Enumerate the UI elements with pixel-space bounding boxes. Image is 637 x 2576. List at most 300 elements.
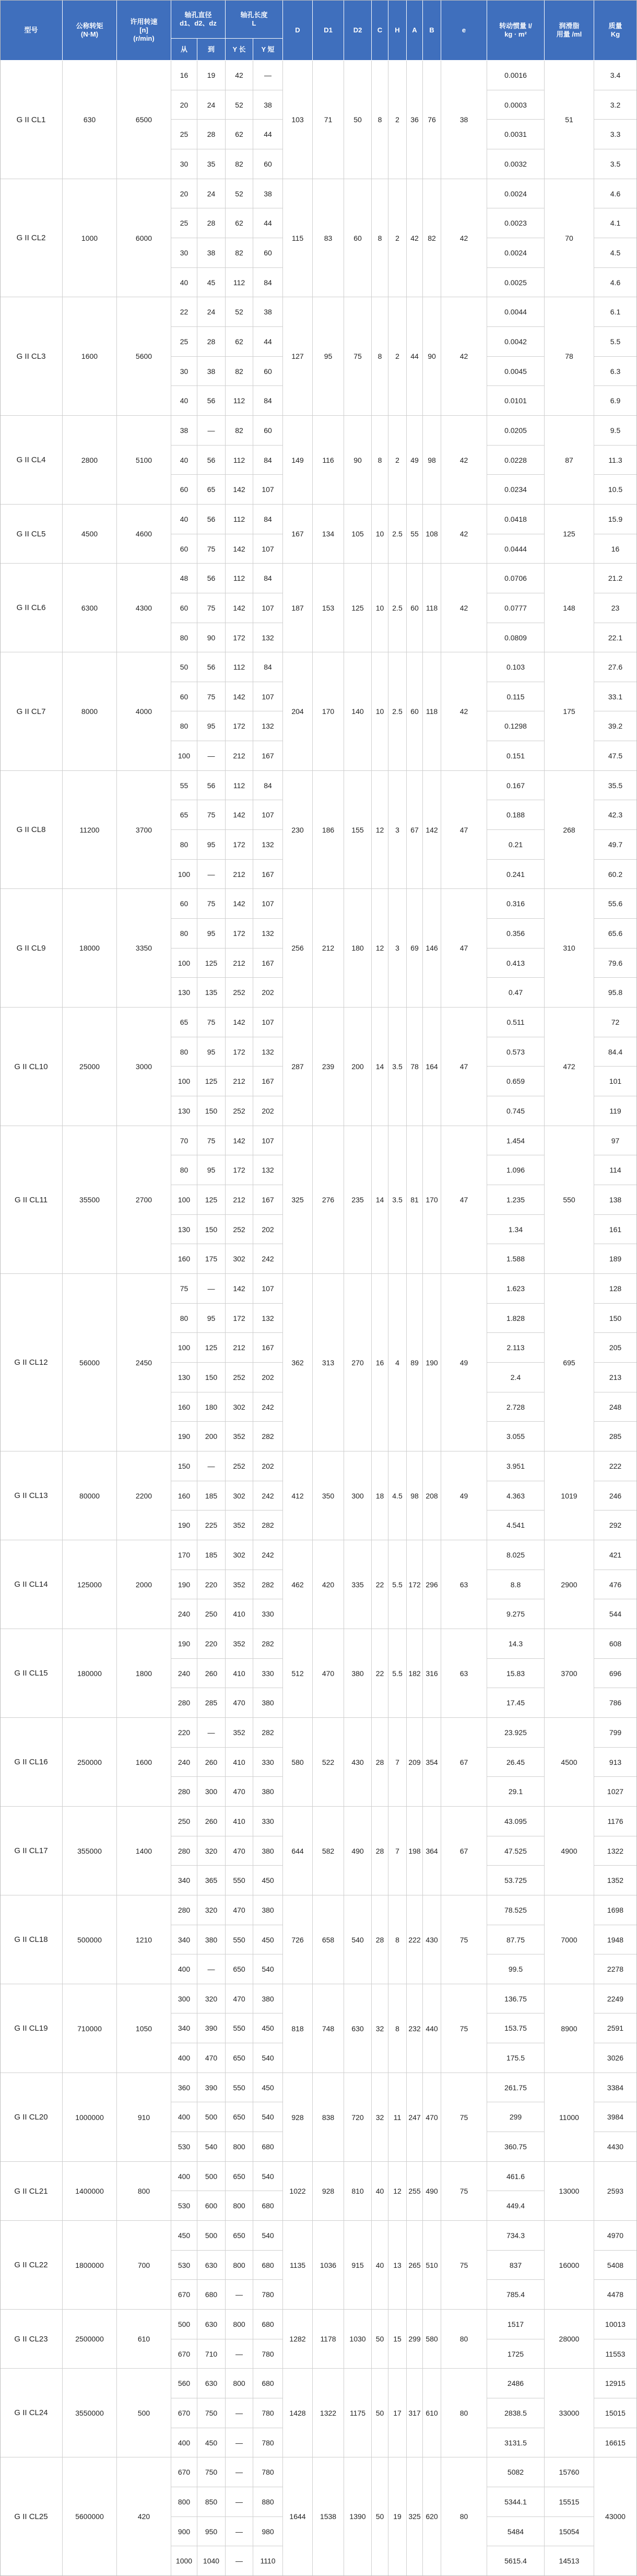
- header-b: B: [423, 0, 441, 61]
- cell-ys: 38: [253, 90, 283, 120]
- cell-to: 150: [197, 1096, 226, 1126]
- cell-from: 800: [171, 2487, 197, 2517]
- cell-to: 56: [197, 505, 226, 534]
- cell-mass: 696: [594, 1659, 637, 1688]
- cell-e: 42: [441, 297, 487, 416]
- cell-c: 10: [372, 505, 388, 564]
- cell-from: 80: [171, 830, 197, 860]
- cell-ys: 167: [253, 860, 283, 889]
- cell-e: 80: [441, 2457, 487, 2576]
- cell-from: 130: [171, 1096, 197, 1126]
- cell-from: 450: [171, 2221, 197, 2251]
- cell-inertia: 15.83: [487, 1659, 545, 1688]
- cell-to: 35: [197, 149, 226, 179]
- cell-yl: 52: [226, 90, 253, 120]
- cell-inertia: 47.525: [487, 1836, 545, 1866]
- cell-mass: 16: [594, 534, 637, 564]
- cell-mass: 213: [594, 1363, 637, 1392]
- cell-d2: 1030: [344, 2310, 372, 2369]
- cell-to: 125: [197, 949, 226, 978]
- cell-speed: 800: [117, 2162, 171, 2221]
- cell-d2: 540: [344, 1895, 372, 1984]
- cell-d1: 350: [313, 1451, 344, 1540]
- header-inertia: 转动惯量 I/ kg · m²: [487, 0, 545, 61]
- cell-to: 95: [197, 830, 226, 860]
- cell-ys: 60: [253, 238, 283, 268]
- cell-mass: 4.6: [594, 179, 637, 208]
- cell-to: 850: [197, 2487, 226, 2517]
- cell-yl: 302: [226, 1540, 253, 1570]
- cell-torque: 710000: [63, 1984, 117, 2073]
- cell-ys: 780: [253, 2457, 283, 2487]
- cell-to: 320: [197, 1836, 226, 1866]
- cell-ys: 780: [253, 2398, 283, 2428]
- header-c: C: [372, 0, 388, 61]
- cell-yl: 212: [226, 1333, 253, 1363]
- cell-inertia: 3131.5: [487, 2428, 545, 2457]
- cell-from: 130: [171, 978, 197, 1008]
- cell-d1: 1036: [313, 2221, 344, 2310]
- cell-inertia: 2.728: [487, 1392, 545, 1422]
- cell-mass: 5408: [594, 2251, 637, 2280]
- cell-speed: 5600: [117, 297, 171, 416]
- cell-speed: 1400: [117, 1807, 171, 1895]
- cell-yl: 172: [226, 1037, 253, 1067]
- cell-grease: 13000: [545, 2162, 594, 2221]
- cell-b: 118: [423, 564, 441, 652]
- cell-inertia: 0.0016: [487, 61, 545, 90]
- cell-inertia: 0.0044: [487, 297, 545, 327]
- cell-d2: 810: [344, 2162, 372, 2221]
- cell-d2: 155: [344, 771, 372, 889]
- cell-e: 42: [441, 505, 487, 564]
- cell-torque: 25000: [63, 1008, 117, 1126]
- cell-d: 256: [283, 889, 313, 1008]
- cell-yl: 470: [226, 1688, 253, 1718]
- cell-model: G II CL19: [0, 1984, 63, 2073]
- cell-ys: 450: [253, 1866, 283, 1895]
- cell-yl: 650: [226, 2043, 253, 2073]
- cell-yl: 302: [226, 1244, 253, 1274]
- cell-inertia: 785.4: [487, 2280, 545, 2310]
- cell-from: 130: [171, 1363, 197, 1392]
- cell-to: 250: [197, 1599, 226, 1629]
- cell-d2: 50: [344, 61, 372, 179]
- cell-h: 11: [388, 2073, 407, 2162]
- cell-mass: 786: [594, 1688, 637, 1718]
- cell-yl: 112: [226, 386, 253, 416]
- cell-to: 220: [197, 1570, 226, 1599]
- cell-inertia: 0.0032: [487, 149, 545, 179]
- cell-torque: 35500: [63, 1126, 117, 1274]
- cell-ys: 540: [253, 1954, 283, 1984]
- cell-to: 75: [197, 534, 226, 564]
- cell-e: 49: [441, 1274, 487, 1451]
- cell-e: 38: [441, 61, 487, 179]
- cell-inertia: 99.5: [487, 1954, 545, 1984]
- cell-from: 40: [171, 505, 197, 534]
- cell-to: 180: [197, 1392, 226, 1422]
- cell-to: 260: [197, 1748, 226, 1777]
- cell-c: 32: [372, 2073, 388, 2162]
- cell-ys: 60: [253, 416, 283, 446]
- cell-to: 24: [197, 179, 226, 208]
- cell-yl: 410: [226, 1748, 253, 1777]
- cell-yl: 212: [226, 1067, 253, 1096]
- cell-d1: 71: [313, 61, 344, 179]
- cell-inertia: 78.525: [487, 1895, 545, 1925]
- cell-from: 240: [171, 1599, 197, 1629]
- cell-inertia: 1.828: [487, 1304, 545, 1333]
- cell-ys: 132: [253, 830, 283, 860]
- cell-mass: 15015: [594, 2398, 637, 2428]
- cell-torque: 1000000: [63, 2073, 117, 2162]
- cell-torque: 250000: [63, 1718, 117, 1807]
- cell-h: 19: [388, 2457, 407, 2576]
- cell-mass: 3.2: [594, 90, 637, 120]
- cell-inertia: 3.055: [487, 1422, 545, 1451]
- cell-to: —: [197, 1718, 226, 1748]
- cell-b: 142: [423, 771, 441, 889]
- cell-model: G II CL4: [0, 416, 63, 505]
- cell-yl: 800: [226, 2251, 253, 2280]
- cell-grease: 1019: [545, 1451, 594, 1540]
- cell-grease: 550: [545, 1126, 594, 1274]
- cell-from: 190: [171, 1570, 197, 1599]
- cell-mass: 4478: [594, 2280, 637, 2310]
- cell-h: 4: [388, 1274, 407, 1451]
- cell-ys: 242: [253, 1540, 283, 1570]
- cell-yl: 112: [226, 505, 253, 534]
- cell-inertia: 0.241: [487, 860, 545, 889]
- cell-yl: 52: [226, 179, 253, 208]
- cell-torque: 8000: [63, 652, 117, 771]
- cell-c: 18: [372, 1451, 388, 1540]
- cell-speed: 3000: [117, 1008, 171, 1126]
- cell-ys: 282: [253, 1422, 283, 1451]
- cell-b: 98: [423, 416, 441, 505]
- cell-d1: 276: [313, 1126, 344, 1274]
- cell-model: G II CL11: [0, 1126, 63, 1274]
- cell-ys: 167: [253, 1333, 283, 1363]
- cell-c: 28: [372, 1807, 388, 1895]
- cell-h: 13: [388, 2221, 407, 2310]
- cell-from: 60: [171, 682, 197, 711]
- cell-a: 67: [407, 771, 423, 889]
- cell-yl: —: [226, 2339, 253, 2369]
- cell-mass: 15.9: [594, 505, 637, 534]
- cell-mass: 49.7: [594, 830, 637, 860]
- cell-from: 1000: [171, 2546, 197, 2576]
- cell-to: 1040: [197, 2546, 226, 2576]
- cell-h: 17: [388, 2369, 407, 2457]
- cell-to: 750: [197, 2457, 226, 2487]
- cell-mass: 913: [594, 1748, 637, 1777]
- cell-h: 5.5: [388, 1629, 407, 1718]
- cell-inertia: 0.0234: [487, 475, 545, 505]
- cell-a: 55: [407, 505, 423, 564]
- cell-ys: 202: [253, 978, 283, 1008]
- cell-mass: 6.1: [594, 297, 637, 327]
- cell-grease: 78: [545, 297, 594, 416]
- cell-from: 670: [171, 2339, 197, 2369]
- cell-yl: 142: [226, 682, 253, 711]
- cell-inertia: 0.0101: [487, 386, 545, 416]
- cell-to: —: [197, 1451, 226, 1481]
- cell-d: 204: [283, 652, 313, 771]
- cell-ys: 880: [253, 2487, 283, 2517]
- cell-to: —: [197, 1274, 226, 1304]
- cell-d: 412: [283, 1451, 313, 1540]
- cell-grease: 148: [545, 564, 594, 652]
- cell-grease: 125: [545, 505, 594, 564]
- cell-from: 280: [171, 1777, 197, 1807]
- cell-d1: 748: [313, 1984, 344, 2073]
- cell-inertia: 0.21: [487, 830, 545, 860]
- cell-grease: 310: [545, 889, 594, 1008]
- cell-mass: 1698: [594, 1895, 637, 1925]
- cell-ys: 84: [253, 268, 283, 297]
- cell-from: 170: [171, 1540, 197, 1570]
- cell-inertia: 0.0024: [487, 238, 545, 268]
- cell-h: 8: [388, 1895, 407, 1984]
- cell-e: 80: [441, 2310, 487, 2369]
- cell-ys: 450: [253, 2013, 283, 2043]
- cell-speed: 5100: [117, 416, 171, 505]
- cell-model: G II CL25: [0, 2457, 63, 2576]
- cell-inertia: 1.588: [487, 1244, 545, 1274]
- cell-model: G II CL12: [0, 1274, 63, 1451]
- cell-ys: 132: [253, 711, 283, 741]
- cell-mass: 222: [594, 1451, 637, 1481]
- cell-from: 60: [171, 593, 197, 623]
- cell-ys: 107: [253, 1126, 283, 1155]
- cell-to: 95: [197, 1037, 226, 1067]
- cell-from: 160: [171, 1481, 197, 1511]
- cell-ys: 84: [253, 564, 283, 593]
- cell-c: 8: [372, 416, 388, 505]
- cell-c: 8: [372, 297, 388, 416]
- cell-mass: 4.6: [594, 268, 637, 297]
- cell-yl: 550: [226, 1925, 253, 1954]
- cell-yl: —: [226, 2546, 253, 2576]
- cell-b: 354: [423, 1718, 441, 1807]
- cell-e: 75: [441, 2073, 487, 2162]
- cell-a: 44: [407, 297, 423, 416]
- cell-yl: —: [226, 2428, 253, 2457]
- cell-a: 81: [407, 1126, 423, 1274]
- cell-mass: 421: [594, 1540, 637, 1570]
- cell-to: 75: [197, 1008, 226, 1037]
- cell-d: 1644: [283, 2457, 313, 2576]
- cell-grease: 87: [545, 416, 594, 505]
- cell-mass: 3.4: [594, 61, 637, 90]
- cell-inertia: 153.75: [487, 2013, 545, 2043]
- cell-model: G II CL6: [0, 564, 63, 652]
- cell-d: 103: [283, 61, 313, 179]
- cell-e: 75: [441, 1984, 487, 2073]
- cell-from: 530: [171, 2132, 197, 2162]
- cell-h: 8: [388, 1984, 407, 2073]
- cell-a: 69: [407, 889, 423, 1008]
- cell-to: 710: [197, 2339, 226, 2369]
- cell-from: 250: [171, 1807, 197, 1836]
- cell-from: 360: [171, 2073, 197, 2102]
- cell-d2: 335: [344, 1540, 372, 1629]
- cell-inertia: 1.623: [487, 1274, 545, 1304]
- header-e: e: [441, 0, 487, 61]
- cell-model: G II CL14: [0, 1540, 63, 1629]
- cell-to: 285: [197, 1688, 226, 1718]
- cell-e: 42: [441, 416, 487, 505]
- header-bore-length: 轴孔长度 L: [226, 0, 283, 39]
- cell-to: 95: [197, 711, 226, 741]
- cell-grease: 472: [545, 1008, 594, 1126]
- cell-grease: 16000: [545, 2221, 594, 2310]
- cell-mass: 16615: [594, 2428, 637, 2457]
- cell-yl: 142: [226, 889, 253, 919]
- cell-e: 47: [441, 1126, 487, 1274]
- cell-to: 680: [197, 2280, 226, 2310]
- cell-from: 500: [171, 2310, 197, 2339]
- cell-inertia: 1725: [487, 2339, 545, 2369]
- cell-inertia: 0.1298: [487, 711, 545, 741]
- cell-d2: 380: [344, 1629, 372, 1718]
- cell-yl: 212: [226, 1185, 253, 1215]
- cell-from: 100: [171, 1333, 197, 1363]
- cell-ys: 980: [253, 2517, 283, 2546]
- cell-torque: 125000: [63, 1540, 117, 1629]
- cell-yl: —: [226, 2457, 253, 2487]
- cell-to: 950: [197, 2517, 226, 2546]
- cell-to: 300: [197, 1777, 226, 1807]
- cell-a: 198: [407, 1807, 423, 1895]
- cell-torque: 18000: [63, 889, 117, 1008]
- cell-b: 580: [423, 2310, 441, 2369]
- cell-from: 280: [171, 1836, 197, 1866]
- cell-from: 340: [171, 1925, 197, 1954]
- cell-yl: —: [226, 2280, 253, 2310]
- cell-d1: 1322: [313, 2369, 344, 2457]
- cell-inertia: 43.095: [487, 1807, 545, 1836]
- cell-inertia: 0.0003: [487, 90, 545, 120]
- cell-yl: 470: [226, 1777, 253, 1807]
- cell-mass: 3.3: [594, 120, 637, 149]
- cell-inertia: 0.745: [487, 1096, 545, 1126]
- cell-inertia: 0.103: [487, 652, 545, 682]
- cell-yl: 142: [226, 593, 253, 623]
- cell-speed: 6500: [117, 61, 171, 179]
- cell-mass: 79.6: [594, 949, 637, 978]
- cell-yl: 82: [226, 149, 253, 179]
- cell-ys: 107: [253, 889, 283, 919]
- cell-d: 1135: [283, 2221, 313, 2310]
- cell-torque: 500000: [63, 1895, 117, 1984]
- cell-inertia: 734.3: [487, 2221, 545, 2251]
- cell-yl: 800: [226, 2132, 253, 2162]
- cell-from: 220: [171, 1718, 197, 1748]
- cell-yl: 142: [226, 534, 253, 564]
- cell-yl: 352: [226, 1422, 253, 1451]
- cell-yl: 550: [226, 2013, 253, 2043]
- cell-to: 95: [197, 1304, 226, 1333]
- cell-mass: 608: [594, 1629, 637, 1659]
- cell-inertia: 837: [487, 2251, 545, 2280]
- cell-e: 63: [441, 1629, 487, 1718]
- cell-to: 260: [197, 1807, 226, 1836]
- cell-mass: 150: [594, 1304, 637, 1333]
- cell-to: —: [197, 860, 226, 889]
- cell-b: 82: [423, 179, 441, 297]
- cell-to: 540: [197, 2132, 226, 2162]
- cell-yl: —: [226, 2398, 253, 2428]
- cell-inertia: 2.113: [487, 1333, 545, 1363]
- header-bore-diameter: 轴孔直径 d1、d2、dz: [171, 0, 226, 39]
- cell-b: 118: [423, 652, 441, 771]
- cell-to: 135: [197, 978, 226, 1008]
- cell-inertia: 17.45: [487, 1688, 545, 1718]
- cell-yl: 410: [226, 1807, 253, 1836]
- cell-mass: 544: [594, 1599, 637, 1629]
- cell-to: 75: [197, 593, 226, 623]
- cell-d: 1282: [283, 2310, 313, 2369]
- cell-d: 287: [283, 1008, 313, 1126]
- cell-d: 644: [283, 1807, 313, 1895]
- cell-grease: 11000: [545, 2073, 594, 2162]
- cell-yl: 112: [226, 446, 253, 475]
- cell-c: 28: [372, 1718, 388, 1807]
- cell-ys: 107: [253, 1274, 283, 1304]
- cell-c: 12: [372, 771, 388, 889]
- cell-c: 12: [372, 889, 388, 1008]
- cell-ys: 242: [253, 1392, 283, 1422]
- cell-mass: 11553: [594, 2339, 637, 2369]
- cell-e: 42: [441, 564, 487, 652]
- cell-inertia: 3.951: [487, 1451, 545, 1481]
- cell-mass: 60.2: [594, 860, 637, 889]
- cell-d: 928: [283, 2073, 313, 2162]
- cell-d2: 180: [344, 889, 372, 1008]
- cell-yl: 252: [226, 1451, 253, 1481]
- cell-from: 50: [171, 652, 197, 682]
- cell-h: 2: [388, 297, 407, 416]
- cell-ys: 167: [253, 1067, 283, 1096]
- cell-ys: 44: [253, 327, 283, 357]
- cell-a: 222: [407, 1895, 423, 1984]
- cell-from: 100: [171, 860, 197, 889]
- cell-to: 125: [197, 1185, 226, 1215]
- cell-to: 95: [197, 919, 226, 949]
- cell-d2: 1390: [344, 2457, 372, 2576]
- cell-d2: 235: [344, 1126, 372, 1274]
- cell-from: 100: [171, 1185, 197, 1215]
- cell-ys: 1110: [253, 2546, 283, 2576]
- header-length-y-long: Y 长: [226, 39, 253, 61]
- cell-from: 75: [171, 1274, 197, 1304]
- cell-from: 530: [171, 2251, 197, 2280]
- cell-model: G II CL24: [0, 2369, 63, 2457]
- cell-speed: 1050: [117, 1984, 171, 2073]
- cell-from: 25: [171, 208, 197, 238]
- cell-yl: 172: [226, 1304, 253, 1333]
- cell-to: 24: [197, 90, 226, 120]
- cell-from: 100: [171, 741, 197, 771]
- cell-from: 25: [171, 327, 197, 357]
- cell-mass: 138: [594, 1185, 637, 1215]
- cell-mass: 22.1: [594, 623, 637, 652]
- cell-speed: 4600: [117, 505, 171, 564]
- cell-inertia: 5484: [487, 2517, 545, 2546]
